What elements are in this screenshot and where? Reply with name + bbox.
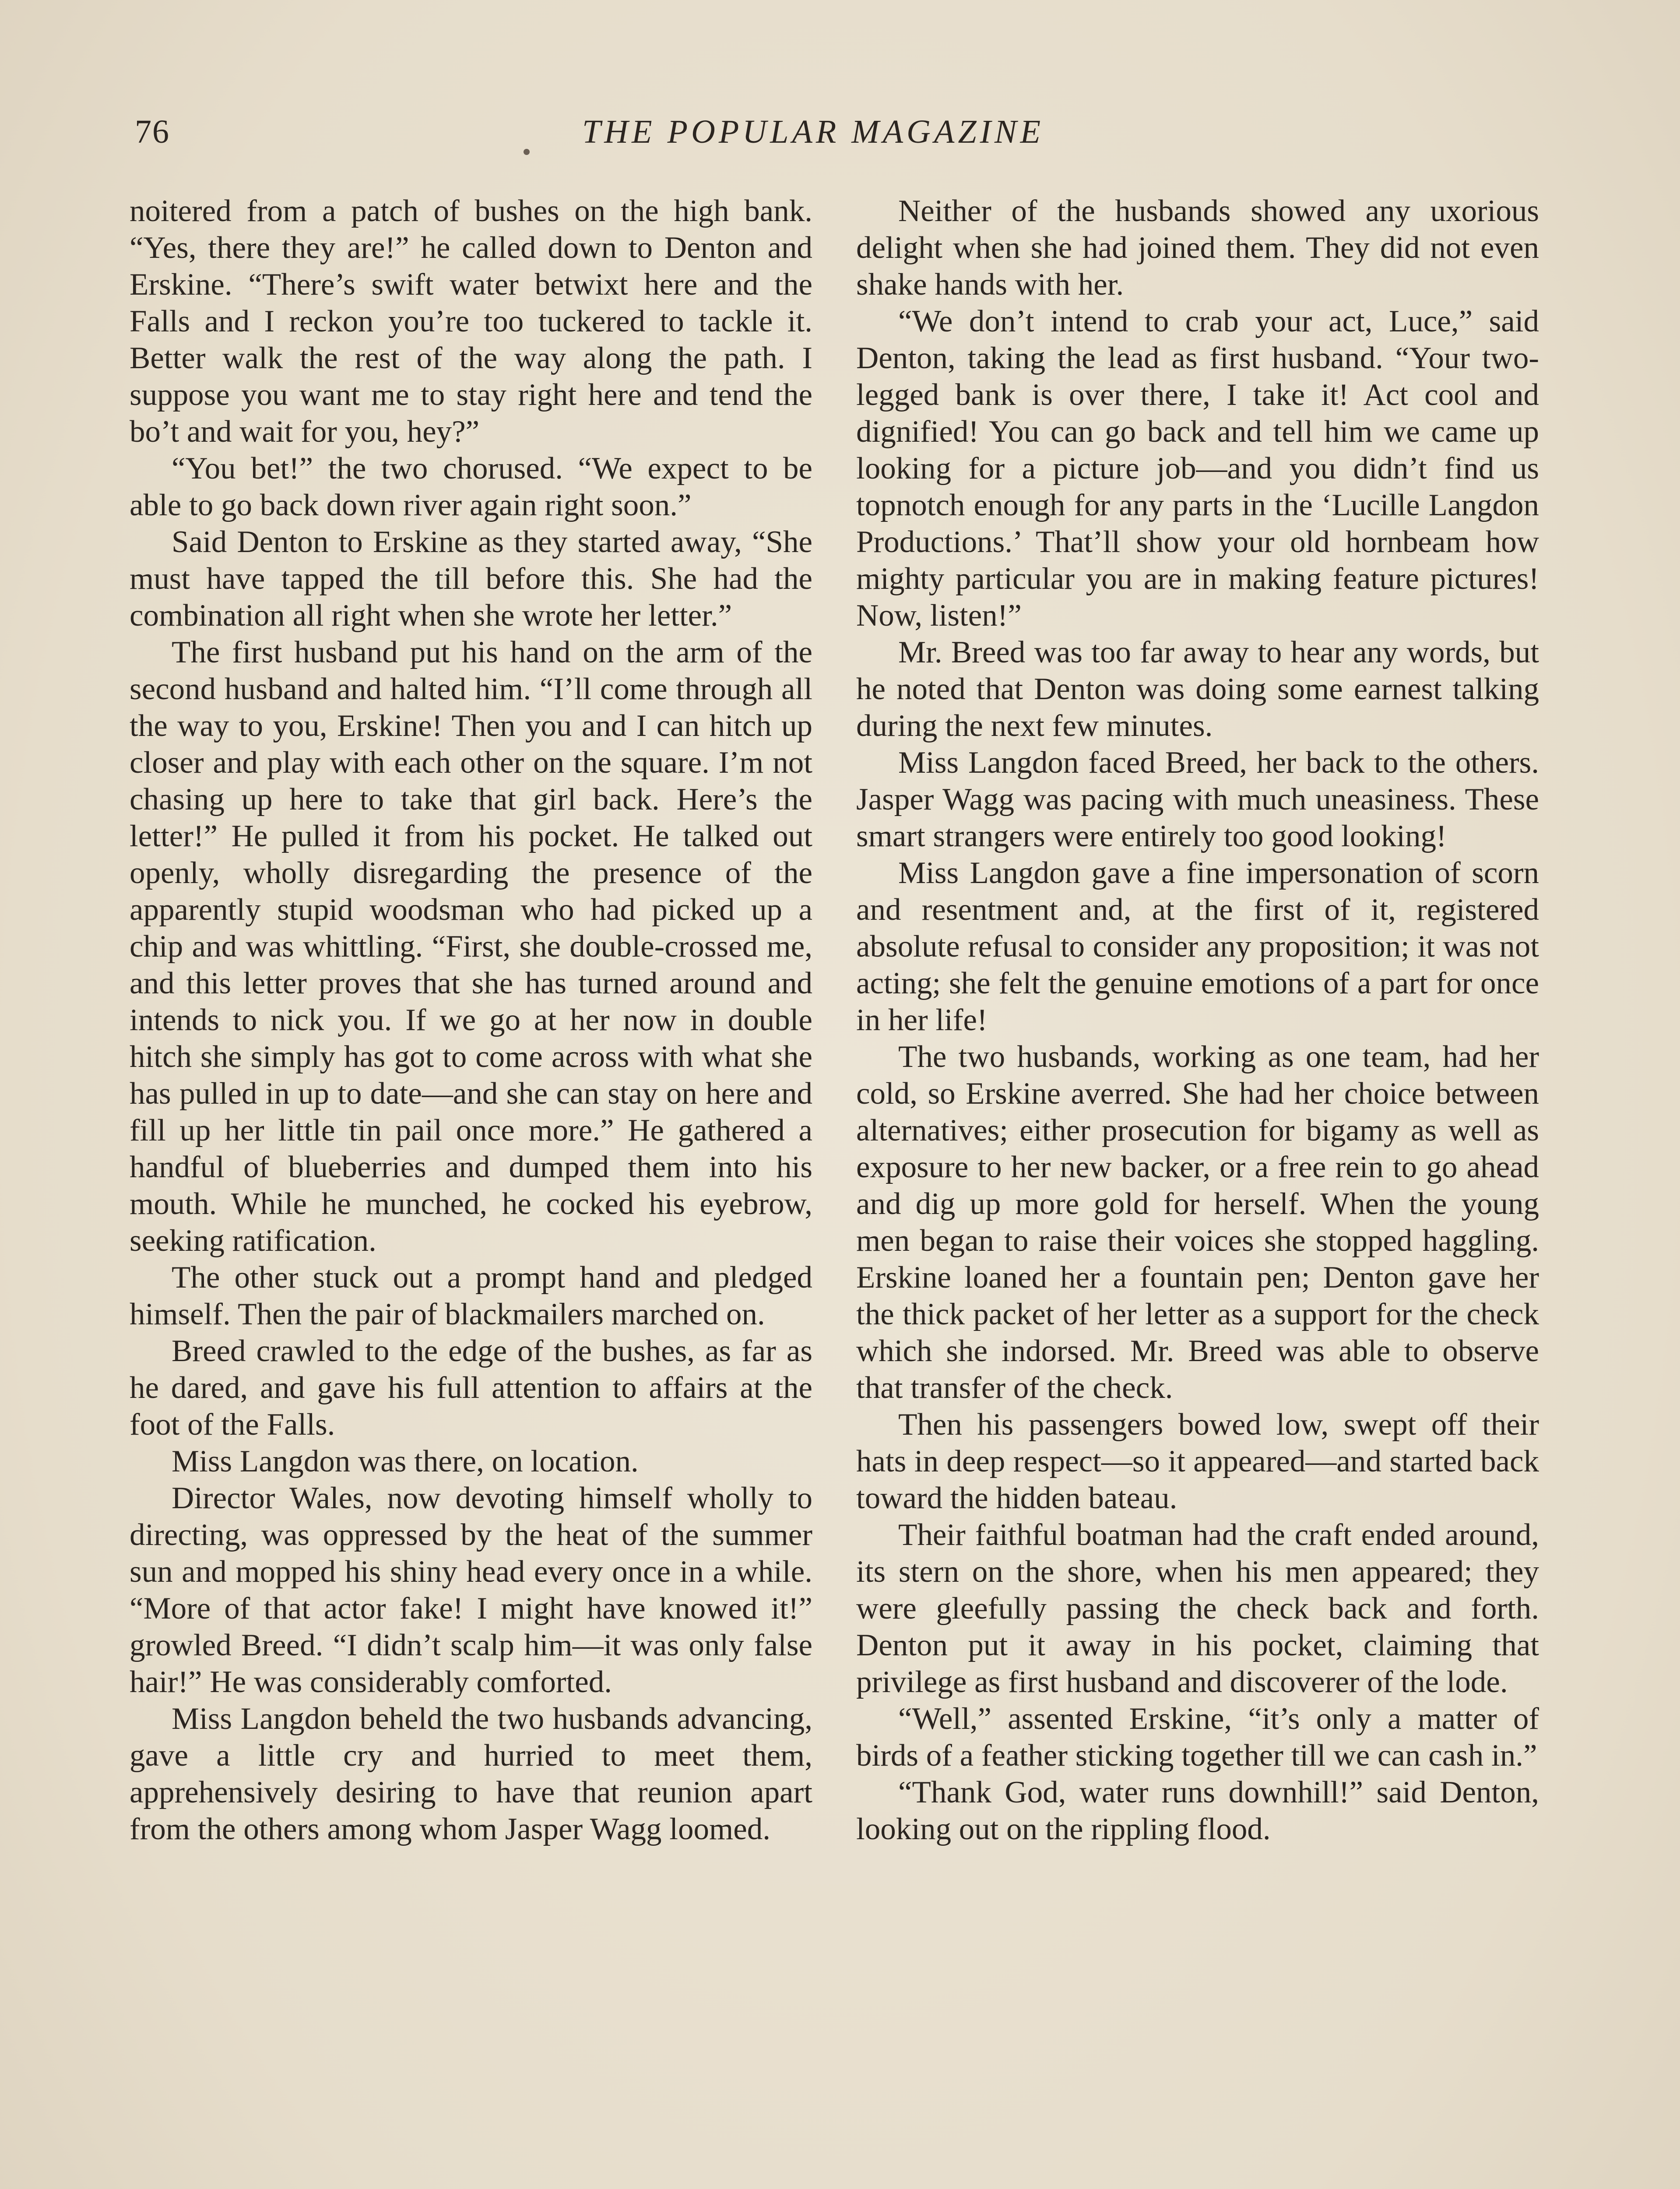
paragraph: “Well,” assented Erskine, “it’s only a matter of birds of a feather sticking together till we can cash in.” — [856, 1702, 1539, 1773]
paragraph: Miss Langdon faced Breed, her back to the others. Jasper Wagg was pacing with much uneasiness. These smart strangers were entirely too good looking! — [856, 746, 1539, 853]
paragraph: Neither of the husbands showed any uxorious delight when she had joined them. They did not even shake hands with her. — [856, 194, 1539, 302]
paragraph: Breed crawled to the edge of the bushes, as far as he dared, and gave his full attention to affairs at the foot of the Falls. — [130, 1334, 812, 1442]
paragraph: “We don’t intend to crab your act, Luce,” said Denton, taking the lead as first husband. “Your two-legged bank is over there, I take it! Act cool and dignified! You can go back and tell him we came up looking for a picture job—and you didn’t find us topnotch enough for any parts in the ‘Lucille Langdon Productions.’ That’ll show your old hornbeam how mighty particular you are in making feature pictures! Now, listen!” — [856, 304, 1539, 633]
page-number: 76 — [135, 113, 170, 150]
right-column — [856, 193, 1539, 1848]
paragraph: Mr. Breed was too far away to hear any words, but he noted that Denton was doing some earnest talking during the next few minutes. — [856, 635, 1539, 743]
paragraph: Miss Langdon beheld the two husbands advancing, gave a little cry and hurried to meet them, apprehensively desiring to have that reunion apart from the others among whom Jasper Wagg loomed. — [130, 1702, 812, 1846]
paragraph: Their faithful boatman had the craft ended around, its stern on the shore, when his men appeared; they were gleefully passing the check back and forth. Denton put it away in his pocket, claiming that privilege as first husband and discoverer of the lode. — [856, 1518, 1539, 1699]
paragraph: The two husbands, working as one team, had her cold, so Erskine averred. She had her choice between alternatives; either prosecution for bigamy as well as exposure to her new backer, or a free rein to go ahead and dig up more gold for herself. When the young men began to raise their voices she stopped haggling. Erskine loaned her a fountain pen; Denton gave her the thick packet of her letter as a support for the check which she indorsed. Mr. Breed was able to observe that transfer of the check. — [856, 1040, 1539, 1405]
left-column — [130, 193, 812, 1848]
running-title: THE POPULAR MAGAZINE — [582, 113, 1044, 150]
paragraph: Miss Langdon gave a fine impersonation of scorn and resentment and, at the first of it, registered absolute refusal to consider any proposition; it was not acting; she felt the genuine emotions of a part for once in her life! — [856, 856, 1539, 1037]
page-header — [131, 113, 1549, 165]
paragraph: “You bet!” the two chorused. “We expect to be able to go back down river again right soon.” — [130, 451, 812, 522]
paragraph: Said Denton to Erskine as they started away, “She must have tapped the till before this. She had the combination all right when she wrote her letter.” — [130, 525, 812, 633]
paragraph: The first husband put his hand on the arm of the second husband and halted him. “I’ll come through all the way to you, Erskine! Then you and I can hitch up closer and play with each other on the square. I’m not chasing up here to take that girl back. Here’s the letter!” He pulled it from his pocket. He talked out openly, wholly disregarding the presence of the apparently stupid woodsman who had picked up a chip and was whittling. “First, she double-crossed me, and this letter proves that she has turned around and intends to nick you. If we go at her now in double hitch she simply has got to come across with what she has pulled in up to date—and she can stay on here and fill up her little tin pail once more.” He gathered a handful of blueberries and dumped them into his mouth. While he munched, he cocked his eyebrow, seeking ratification. — [130, 635, 812, 1258]
paragraph: Then his passengers bowed low, swept off their hats in deep respect—so it appeared—and started back toward the hidden bateau. — [856, 1408, 1539, 1515]
paragraph: noitered from a patch of bushes on the high bank. “Yes, there they are!” he called down to Denton and Erskine. “There’s swift water betwixt here and the Falls and I reckon you’re too tuckered to tackle it. Better walk the rest of the way along the path. I suppose you want me to stay right here and tend the bo’t and wait for you, hey?” — [130, 194, 812, 449]
paragraph: “Thank God, water runs downhill!” said Denton, looking out on the rippling flood. — [856, 1775, 1539, 1846]
paragraph: The other stuck out a prompt hand and pledged himself. Then the pair of blackmailers marched on. — [130, 1260, 812, 1331]
ink-speck — [524, 149, 530, 155]
paragraph: Director Wales, now devoting himself wholly to directing, was oppressed by the heat of the summer sun and mopped his shiny head every once in a while. “More of that actor fake! I might have knowed it!” growled Breed. “I didn’t scalp him—it was only false hair!” He was considerably comforted. — [130, 1481, 812, 1699]
paragraph: Miss Langdon was there, on location. — [172, 1444, 639, 1478]
